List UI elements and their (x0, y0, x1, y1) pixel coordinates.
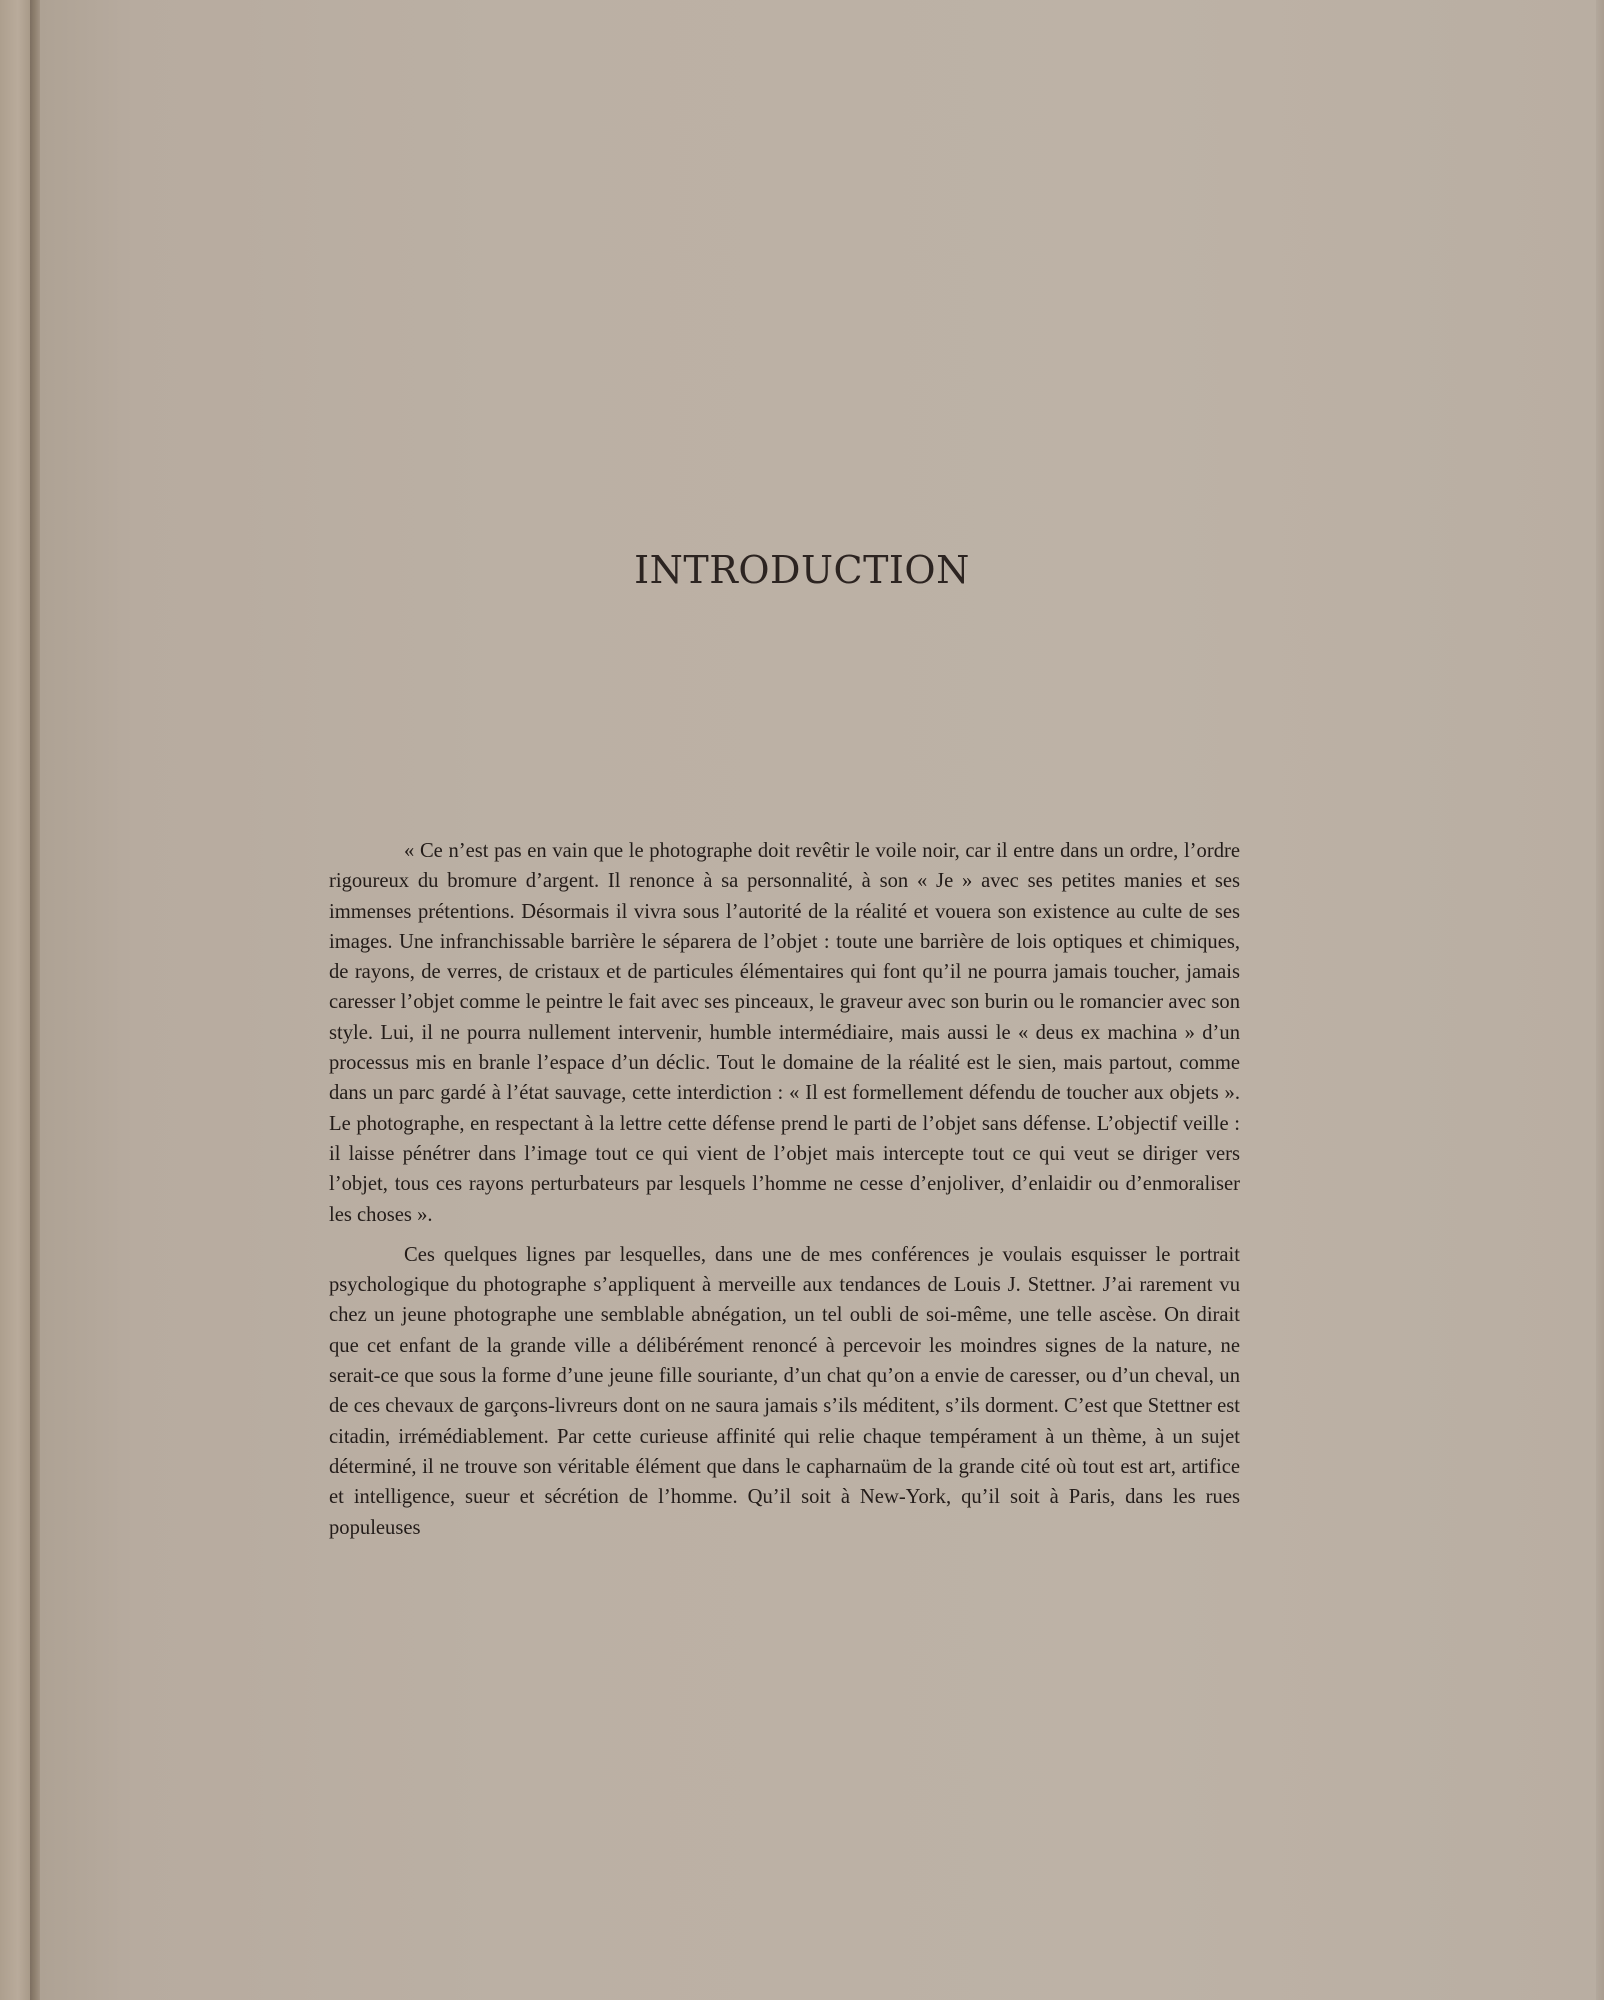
paragraph-quote: « Ce n’est pas en vain que le photographe doit revêtir le voile noir, car il entre dans un ordre, l’ordre rigoureux du bromure d’argent. Il renonce à sa personnalité, à son « Je » avec ses petites manies et ses immenses prétentions. Désormais il vivra sous l’autorité de la réalité et vouera son existence au culte de ses images. Une infranchissable barrière le séparera de l’objet : toute une barrière de lois optiques et chimiques, de rayons, de verres, de cristaux et de particules élémentaires qui font qu’il ne pourra jamais toucher, jamais caresser l’objet comme le peintre le fait avec ses pinceaux, le graveur avec son burin ou le romancier avec son style. Lui, il ne pourra nullement intervenir, humble intermédiaire, mais aussi le « deus ex machina » d’un processus mis en branle l’espace d’un déclic. Tout le domaine de la réalité est le sien, mais partout, comme dans un parc gardé à l’état sauvage, cette interdiction : « Il est formellement défendu de toucher aux objets ». Le photographe, en respectant à la lettre cette défense prend le parti de l’objet sans défense. L’objectif veille : il laisse pénétrer dans l’image tout ce qui vient de l’objet mais intercepte tout ce qui veut se diriger vers l’objet, tous ces rayons perturbateurs par lesquels l’homme ne cesse d’enjoliver, d’enlaidir ou d’enmoraliser les choses ». (329, 840, 1240, 1226)
left-page-edge (0, 0, 30, 2000)
body-text (329, 836, 1240, 1543)
book-gutter (30, 0, 40, 2000)
page-title: INTRODUCTION (634, 548, 970, 592)
page-outer-edge (1596, 0, 1604, 2000)
paragraph-commentary: Ces quelques lignes par lesquelles, dans une de mes conférences je voulais esquisser le portrait psychologique du photographe s’appliquent à merveille aux tendances de Louis J. Stettner. J’ai rarement vu chez un jeune photographe une semblable abnégation, un tel oubli de soi-même, une telle ascèse. On dirait que cet enfant de la grande ville a délibérément renoncé à percevoir les moindres signes de la nature, ne serait-ce que sous la forme d’une jeune fille souriante, d’un chat qu’on a envie de caresser, ou d’un cheval, un de ces chevaux de garçons-livreurs dont on ne saura jamais s’ils méditent, s’ils dorment. C’est que Stettner est citadin, irrémédiablement. Par cette curieuse affinité qui relie chaque tempérament à un thème, à un sujet déterminé, il ne trouve son véritable élément que dans le capharnaüm de la grande cité où tout est art, artifice et intelligence, sueur et sécrétion de l’homme. Qu’il soit à New-York, qu’il soit à Paris, dans les rues populeuses (329, 1243, 1240, 1539)
